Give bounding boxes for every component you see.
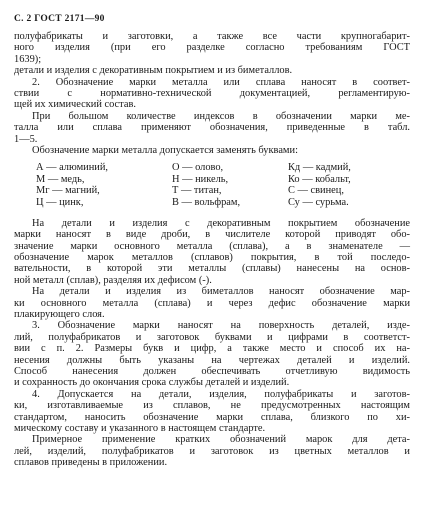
letter-item: О — олово, <box>172 162 224 174</box>
text-line: мическому составу и указанного в настоящем стандарте. <box>14 422 266 434</box>
text-line: щей их химический состав. <box>14 99 136 111</box>
text-line: сплавов приведены в приложении. <box>14 457 168 469</box>
page-header: С. 2 ГОСТ 2171—90 <box>14 14 105 24</box>
text-line: талла или сплава применяют обозначения, приведенные в табл. <box>14 122 410 134</box>
letter-item: М — медь, <box>36 173 85 185</box>
text-line: Обозначение марки металла допускается заменять буквами: <box>32 144 298 156</box>
text-line: ки основного металла (сплава) и через дефис обозначение марки <box>14 297 410 309</box>
text-line: Примерное применение кратких обозначений марок для дета- <box>32 434 410 446</box>
text-line: стандартом, наносить обозначение марки сплава, близкого по хи- <box>14 411 410 423</box>
text-line: вии с п. 2. Размеры букв и цифр, а также место и способ их на- <box>14 343 410 355</box>
letter-item: С — свинец, <box>288 185 344 197</box>
letter-item: Т — титан, <box>172 185 222 197</box>
text-line: плакирующего слоя. <box>14 309 105 321</box>
text-line: 1—5. <box>14 133 38 145</box>
letter-item: Кд — кадмий, <box>288 162 351 174</box>
paragraph-2-start: 2. Обозначение марки металла или сплава наносят в соответ- <box>32 76 410 88</box>
text-line: полуфабрикаты и заготовки, а также все части крупногабарит- <box>14 31 410 42</box>
text-line: несения должны быть указаны на чертежах деталей и изделий. <box>14 354 410 366</box>
letter-item: Н — никель, <box>172 173 229 185</box>
paragraph-4-start: 4. Допускается на детали, изделия, полуфабрикаты и заготов- <box>32 388 410 400</box>
paragraph-3-start: 3. Обозначение марки наносят на поверхность деталей, изде- <box>32 320 410 332</box>
text-line: марки наносят в виде дроби, в числителе которой приводят обо- <box>14 229 410 241</box>
text-line: лей, изделий, полуфабрикатов и заготовок из цветных металлов и <box>14 445 410 457</box>
text-line: ной металл (сплав), разделяя их дефисом (-). <box>14 274 212 286</box>
text-line: ки, изготавливаемые из сплавов, не предусмотренных настоящим <box>14 400 410 412</box>
letter-item: Ц — цинк, <box>36 196 84 208</box>
text-line: вательности, в которой эти металлы (сплавы) нанесены на основ- <box>14 263 410 275</box>
letter-item: А — алюминий, <box>36 162 109 174</box>
text-line: лий, полуфабрикатов и заготовок буквами и цифрами в соответст- <box>14 331 410 343</box>
document-body <box>14 31 410 469</box>
text-line: На детали и изделия с декоративным покрытием обозначение <box>32 217 410 229</box>
letter-item: Мг — магний, <box>36 185 100 197</box>
text-line: ствии с нормативно-технической документацией, регламентирую- <box>14 87 410 99</box>
text-line: и сохранность до окончания срока службы деталей и изделий. <box>14 377 290 389</box>
letter-item: Су — сурьма. <box>288 196 349 208</box>
letter-designations-list <box>14 162 410 208</box>
text-line: детали и изделия с декоративным покрытием и из биметаллов. <box>14 65 293 77</box>
text-line: значение марки основного металла (сплава), а в знаменателе — <box>14 240 410 252</box>
text-line: Способ нанесения должен обеспечивать отчетливую видимость <box>14 366 410 377</box>
text-line: обозначение марок металлов (сплавов) покрытия, в той последо- <box>14 252 410 264</box>
text-line: 1639); <box>14 53 42 65</box>
letter-item: Ко — кобальт, <box>288 173 351 185</box>
text-line: На детали и изделия из биметаллов наносят обозначение мар- <box>32 286 410 298</box>
text-line: ного изделия (при его разделке согласно требованиям ГОСТ <box>14 42 410 54</box>
letter-item: В — вольфрам, <box>172 196 241 208</box>
text-line: При большом количестве индексов в обозначении марки ме- <box>32 110 410 122</box>
